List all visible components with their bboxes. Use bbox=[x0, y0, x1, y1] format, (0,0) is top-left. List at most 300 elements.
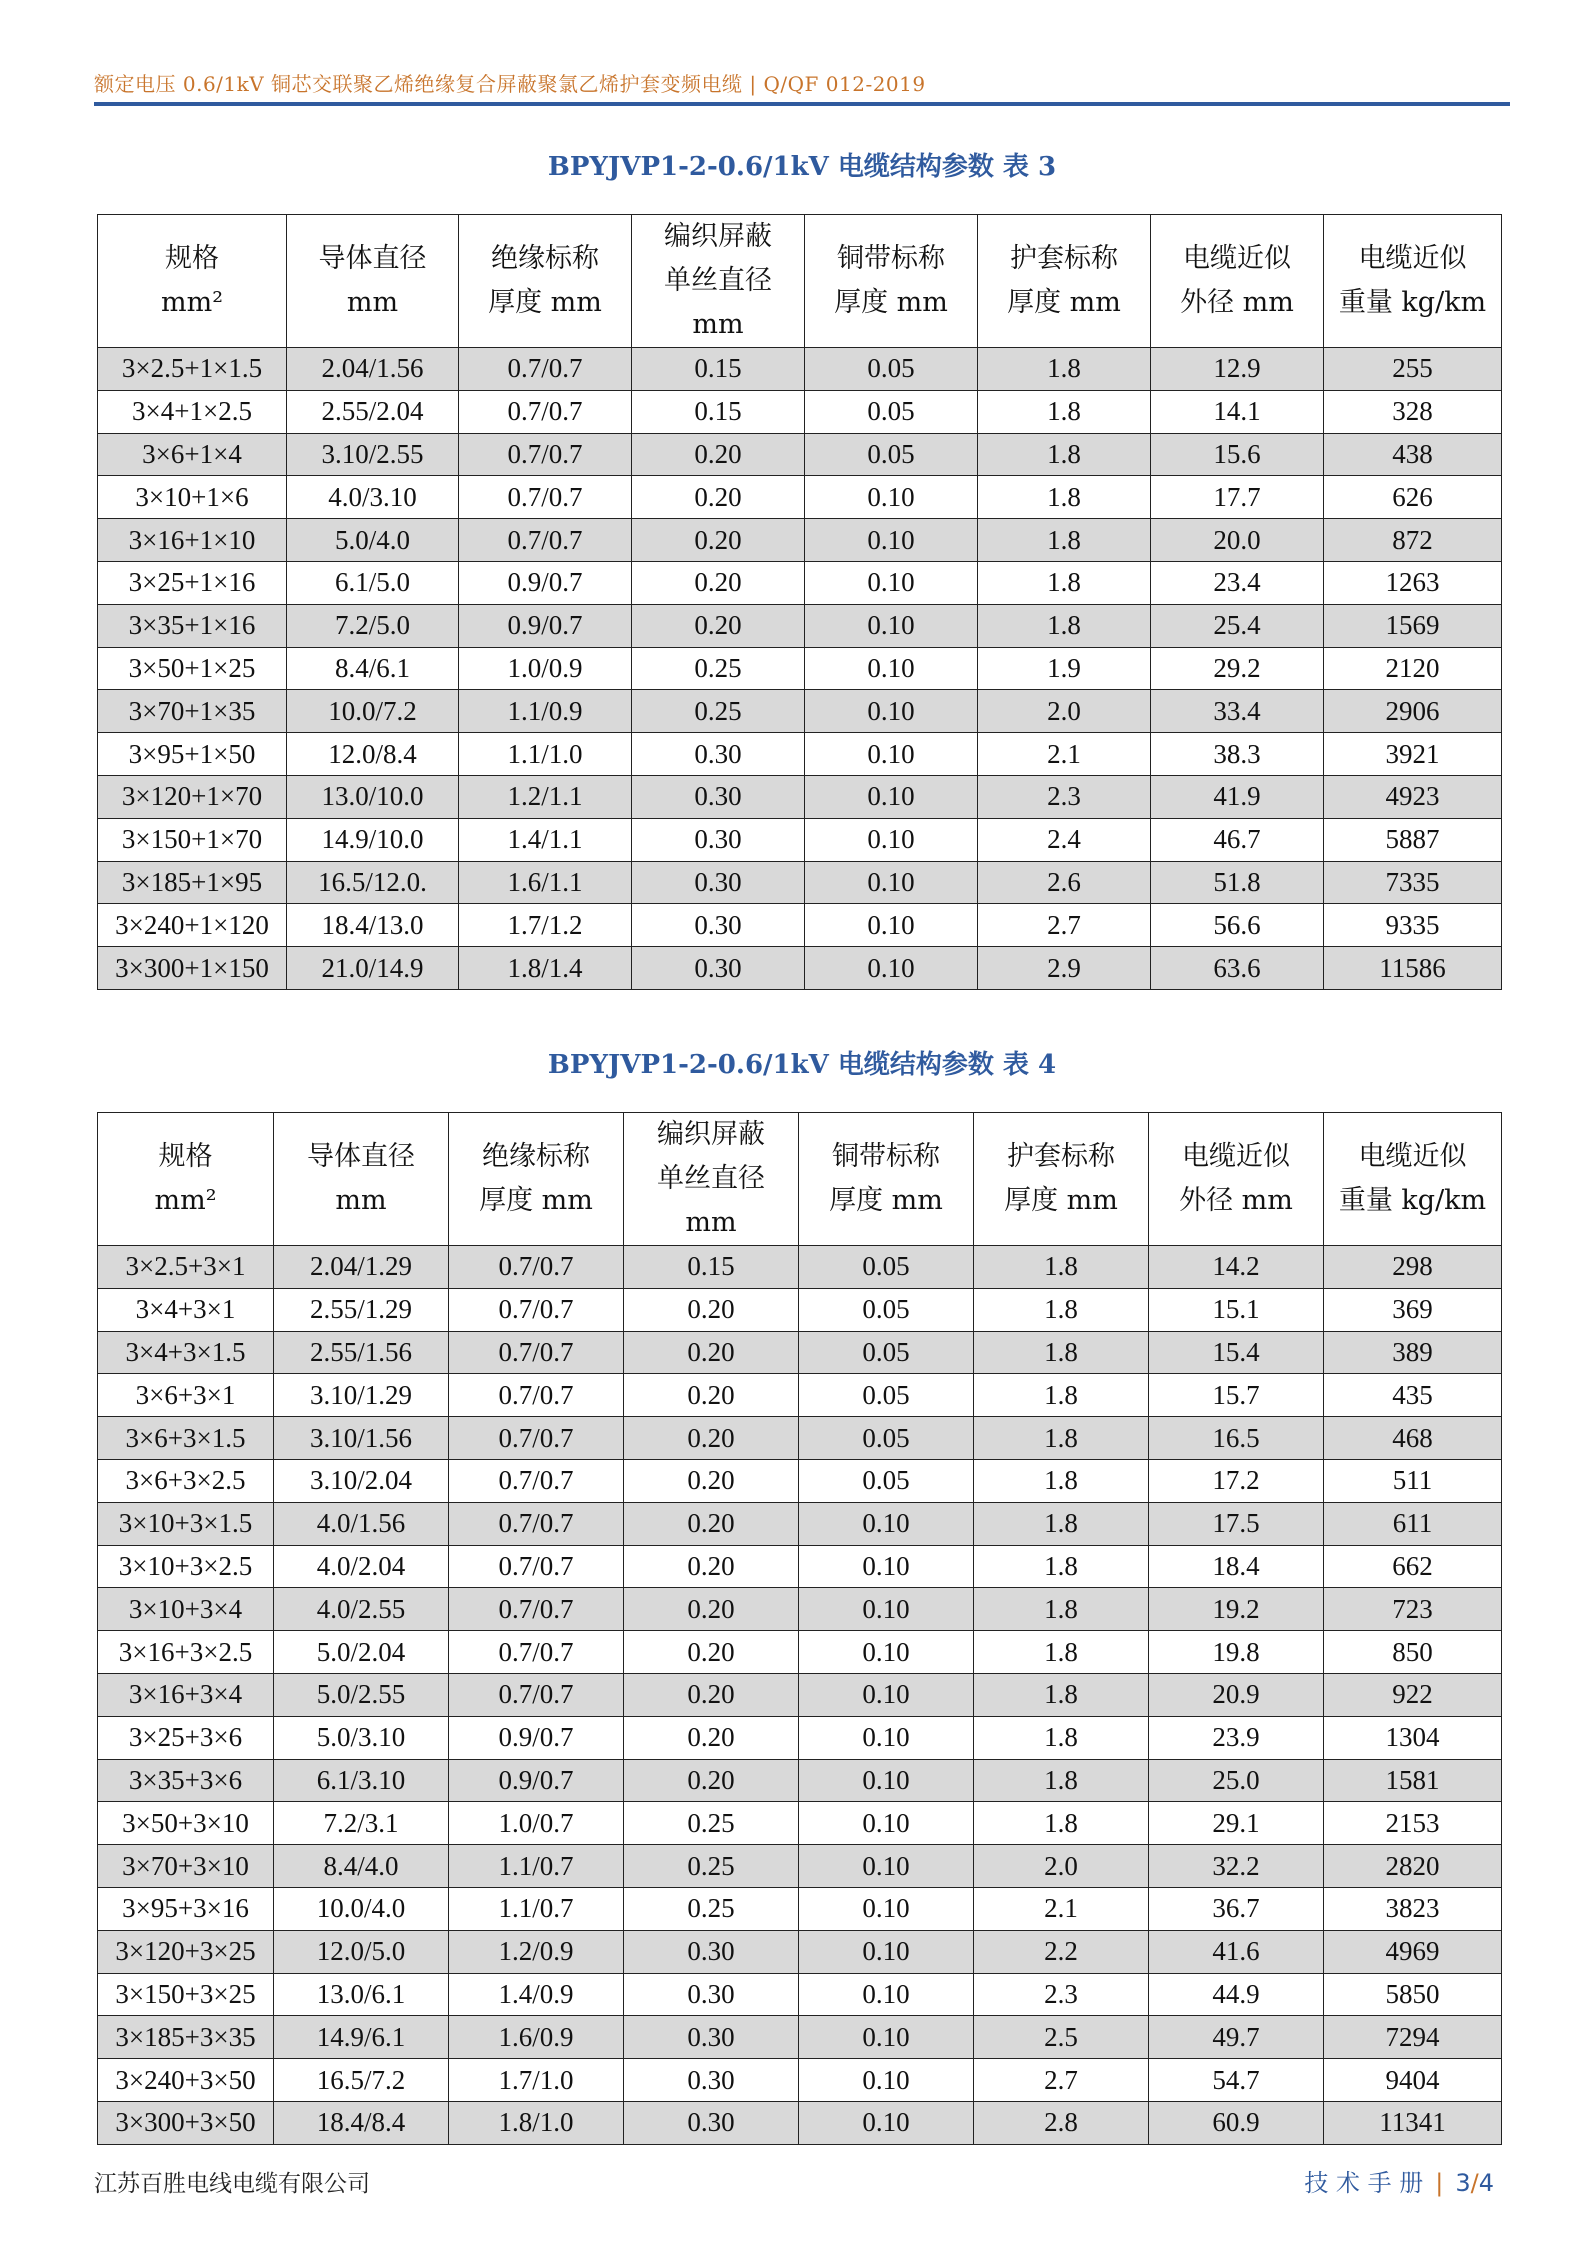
table-row bbox=[98, 861, 1502, 904]
table-row bbox=[98, 775, 1502, 818]
table-row bbox=[98, 1374, 1502, 1417]
table-cell: 1.1/0.7 bbox=[449, 1845, 624, 1888]
table-cell: 1.8 bbox=[978, 433, 1151, 476]
table-cell: 3×4+1×2.5 bbox=[98, 390, 287, 433]
table-row bbox=[98, 690, 1502, 733]
table-cell: 2.55/1.29 bbox=[274, 1288, 449, 1331]
table-cell: 44.9 bbox=[1149, 1973, 1324, 2016]
table-cell: 1.8 bbox=[974, 1374, 1149, 1417]
table-cell: 0.30 bbox=[632, 775, 805, 818]
table-cell: 0.20 bbox=[624, 1759, 799, 1802]
table-row bbox=[98, 1887, 1502, 1930]
table-cell: 0.30 bbox=[632, 904, 805, 947]
column-header-line: 厚度 mm bbox=[1007, 287, 1121, 318]
table-cell: 0.10 bbox=[805, 690, 978, 733]
table-cell: 1.4/0.9 bbox=[449, 1973, 624, 2016]
table-cell: 0.9/0.7 bbox=[449, 1759, 624, 1802]
column-header-line: 护套标称 bbox=[1007, 1141, 1115, 1172]
table-cell: 0.10 bbox=[805, 561, 978, 604]
column-header-line: 绝缘标称 bbox=[482, 1141, 590, 1172]
table-cell: 18.4/13.0 bbox=[287, 904, 459, 947]
table-cell: 33.4 bbox=[1151, 690, 1324, 733]
table-cell: 0.10 bbox=[805, 519, 978, 562]
table-cell: 0.10 bbox=[799, 1930, 974, 1973]
table-cell: 3×16+1×10 bbox=[98, 519, 287, 562]
table-cell: 1.1/0.7 bbox=[449, 1887, 624, 1930]
table-cell: 0.05 bbox=[799, 1246, 974, 1289]
table-cell: 0.10 bbox=[799, 1887, 974, 1930]
table-row bbox=[98, 1545, 1502, 1588]
table-cell: 511 bbox=[1324, 1459, 1502, 1502]
table-cell: 1263 bbox=[1324, 561, 1502, 604]
column-header-line: 导体直径 bbox=[307, 1141, 415, 1172]
table-cell: 10.0/4.0 bbox=[274, 1887, 449, 1930]
table-cell: 12.0/5.0 bbox=[274, 1930, 449, 1973]
table-cell: 11586 bbox=[1324, 947, 1502, 990]
table4-header-row bbox=[98, 1113, 1502, 1246]
table-cell: 2.55/1.56 bbox=[274, 1331, 449, 1374]
table-row bbox=[98, 390, 1502, 433]
table-cell: 4969 bbox=[1324, 1930, 1502, 1973]
table-cell: 3×2.5+3×1 bbox=[98, 1246, 274, 1289]
table-cell: 1.7/1.2 bbox=[459, 904, 632, 947]
table-cell: 8.4/4.0 bbox=[274, 1845, 449, 1888]
table4-header-cell bbox=[799, 1113, 974, 1246]
table-row bbox=[98, 561, 1502, 604]
table-cell: 2.0 bbox=[978, 690, 1151, 733]
table-cell: 3.10/2.04 bbox=[274, 1459, 449, 1502]
table-cell: 3×300+3×50 bbox=[98, 2101, 274, 2144]
table-cell: 0.20 bbox=[624, 1545, 799, 1588]
table-cell: 0.20 bbox=[624, 1459, 799, 1502]
table-cell: 0.05 bbox=[799, 1417, 974, 1460]
table-cell: 0.10 bbox=[805, 647, 978, 690]
table-cell: 3×6+3×1 bbox=[98, 1374, 274, 1417]
table-cell: 0.15 bbox=[632, 348, 805, 391]
table-cell: 1.2/1.1 bbox=[459, 775, 632, 818]
table-cell: 1.1/1.0 bbox=[459, 733, 632, 776]
table-cell: 3×6+3×1.5 bbox=[98, 1417, 274, 1460]
table-cell: 0.10 bbox=[799, 1759, 974, 1802]
column-header-line: 电缆近似 bbox=[1358, 1141, 1467, 1172]
table-cell: 1.8/1.4 bbox=[459, 947, 632, 990]
table-cell: 723 bbox=[1324, 1588, 1502, 1631]
table-cell: 1.8 bbox=[974, 1331, 1149, 1374]
table4-header-cell bbox=[449, 1113, 624, 1246]
table-cell: 0.25 bbox=[632, 647, 805, 690]
table-cell: 1.8 bbox=[974, 1417, 1149, 1460]
table-cell: 18.4/8.4 bbox=[274, 2101, 449, 2144]
table-row bbox=[98, 519, 1502, 562]
table-cell: 3×120+1×70 bbox=[98, 775, 287, 818]
table-cell: 2.4 bbox=[978, 818, 1151, 861]
table-cell: 0.20 bbox=[624, 1502, 799, 1545]
table-cell: 17.5 bbox=[1149, 1502, 1324, 1545]
table-row bbox=[98, 1459, 1502, 1502]
table-row bbox=[98, 1288, 1502, 1331]
table-cell: 13.0/6.1 bbox=[274, 1973, 449, 2016]
table-cell: 1.7/1.0 bbox=[449, 2059, 624, 2102]
table-row bbox=[98, 904, 1502, 947]
table-cell: 328 bbox=[1324, 390, 1502, 433]
table-cell: 4.0/2.55 bbox=[274, 1588, 449, 1631]
table-cell: 2.8 bbox=[974, 2101, 1149, 2144]
table-cell: 1.2/0.9 bbox=[449, 1930, 624, 1973]
table-cell: 2.6 bbox=[978, 861, 1151, 904]
table-row bbox=[98, 1673, 1502, 1716]
table-cell: 0.05 bbox=[805, 348, 978, 391]
table-cell: 2.7 bbox=[974, 2059, 1149, 2102]
table-cell: 2.1 bbox=[978, 733, 1151, 776]
table-cell: 0.7/0.7 bbox=[449, 1246, 624, 1289]
table-cell: 5.0/3.10 bbox=[274, 1716, 449, 1759]
table-cell: 1.8 bbox=[974, 1588, 1149, 1631]
column-header-line: 单丝直径 bbox=[664, 265, 772, 296]
table-row bbox=[98, 1502, 1502, 1545]
table-row bbox=[98, 476, 1502, 519]
column-header-line: 厚度 mm bbox=[479, 1185, 593, 1216]
table-cell: 7294 bbox=[1324, 2016, 1502, 2059]
table3-header-cell bbox=[459, 215, 632, 348]
table-cell: 611 bbox=[1324, 1502, 1502, 1545]
table-cell: 1.8 bbox=[978, 519, 1151, 562]
table-cell: 29.2 bbox=[1151, 647, 1324, 690]
table-cell: 0.05 bbox=[799, 1331, 974, 1374]
table-cell: 29.1 bbox=[1149, 1802, 1324, 1845]
table-cell: 1.8 bbox=[978, 348, 1151, 391]
table-cell: 6.1/3.10 bbox=[274, 1759, 449, 1802]
page-footer bbox=[1304, 2163, 1494, 2198]
table-row bbox=[98, 1930, 1502, 1973]
table-cell: 23.4 bbox=[1151, 561, 1324, 604]
table-cell: 17.7 bbox=[1151, 476, 1324, 519]
table-cell: 1.8 bbox=[974, 1459, 1149, 1502]
table-cell: 3×150+3×25 bbox=[98, 1973, 274, 2016]
table-cell: 2153 bbox=[1324, 1802, 1502, 1845]
table-cell: 1.8 bbox=[974, 1631, 1149, 1674]
table-cell: 15.7 bbox=[1149, 1374, 1324, 1417]
table-cell: 0.05 bbox=[799, 1459, 974, 1502]
table-cell: 0.7/0.7 bbox=[449, 1288, 624, 1331]
table-cell: 2.2 bbox=[974, 1930, 1149, 1973]
column-header-line: 外径 mm bbox=[1180, 287, 1294, 318]
table-row bbox=[98, 1802, 1502, 1845]
table-row bbox=[98, 348, 1502, 391]
header-divider bbox=[94, 102, 1510, 106]
table-row bbox=[98, 2016, 1502, 2059]
table-cell: 15.6 bbox=[1151, 433, 1324, 476]
table3-header-row bbox=[98, 215, 1502, 348]
table-row bbox=[98, 1417, 1502, 1460]
table-cell: 0.10 bbox=[805, 476, 978, 519]
column-header-line: mm² bbox=[154, 1185, 217, 1216]
table3-header-cell bbox=[98, 215, 287, 348]
table-cell: 369 bbox=[1324, 1288, 1502, 1331]
table-cell: 18.4 bbox=[1149, 1545, 1324, 1588]
table-cell: 4.0/3.10 bbox=[287, 476, 459, 519]
table-cell: 0.30 bbox=[632, 861, 805, 904]
table-cell: 1.8 bbox=[974, 1545, 1149, 1588]
table-cell: 2.9 bbox=[978, 947, 1151, 990]
table-row bbox=[98, 604, 1502, 647]
table-cell: 5.0/2.04 bbox=[274, 1631, 449, 1674]
table-cell: 1.8 bbox=[974, 1246, 1149, 1289]
table-cell: 0.05 bbox=[799, 1288, 974, 1331]
column-header-line: 厚度 mm bbox=[829, 1185, 943, 1216]
page-slash: / bbox=[1470, 2169, 1479, 2197]
table-cell: 3×10+3×1.5 bbox=[98, 1502, 274, 1545]
table-cell: 0.20 bbox=[632, 519, 805, 562]
table-cell: 0.10 bbox=[799, 2101, 974, 2144]
table-cell: 0.10 bbox=[805, 733, 978, 776]
table-cell: 41.6 bbox=[1149, 1930, 1324, 1973]
table-cell: 0.10 bbox=[805, 604, 978, 647]
table-cell: 3×6+1×4 bbox=[98, 433, 287, 476]
table-cell: 3×120+3×25 bbox=[98, 1930, 274, 1973]
table-cell: 0.25 bbox=[632, 690, 805, 733]
table-cell: 1.9 bbox=[978, 647, 1151, 690]
table-cell: 255 bbox=[1324, 348, 1502, 391]
table-cell: 9335 bbox=[1324, 904, 1502, 947]
table-cell: 9404 bbox=[1324, 2059, 1502, 2102]
table-cell: 0.10 bbox=[799, 1673, 974, 1716]
table-cell: 0.7/0.7 bbox=[449, 1331, 624, 1374]
table-cell: 2.3 bbox=[978, 775, 1151, 818]
table-cell: 4923 bbox=[1324, 775, 1502, 818]
table-cell: 0.30 bbox=[624, 1973, 799, 2016]
table3 bbox=[97, 214, 1502, 990]
table3-body bbox=[98, 348, 1502, 990]
footer-separator: | bbox=[1435, 2169, 1444, 2197]
table-cell: 3921 bbox=[1324, 733, 1502, 776]
table-cell: 3×95+3×16 bbox=[98, 1887, 274, 1930]
table-cell: 3.10/1.56 bbox=[274, 1417, 449, 1460]
table4-header-cell bbox=[974, 1113, 1149, 1246]
table-cell: 5850 bbox=[1324, 1973, 1502, 2016]
table-cell: 3×35+1×16 bbox=[98, 604, 287, 647]
column-header-line: 厚度 mm bbox=[834, 287, 948, 318]
table-cell: 3×150+1×70 bbox=[98, 818, 287, 861]
column-header-line: mm bbox=[685, 1207, 737, 1238]
table-cell: 1569 bbox=[1324, 604, 1502, 647]
table3-header-cell bbox=[287, 215, 459, 348]
table-cell: 3×300+1×150 bbox=[98, 947, 287, 990]
table-cell: 2.1 bbox=[974, 1887, 1149, 1930]
table-cell: 20.9 bbox=[1149, 1673, 1324, 1716]
table-cell: 12.0/8.4 bbox=[287, 733, 459, 776]
table-cell: 0.20 bbox=[632, 561, 805, 604]
table4-title: BPYJVP1-2-0.6/1kV 电缆结构参数 表 4 bbox=[547, 1050, 1057, 1080]
table-cell: 3×185+3×35 bbox=[98, 2016, 274, 2059]
table-row bbox=[98, 1588, 1502, 1631]
column-header-line: 外径 mm bbox=[1179, 1185, 1293, 1216]
table-cell: 850 bbox=[1324, 1631, 1502, 1674]
column-header-line: 编织屏蔽 bbox=[657, 1119, 765, 1150]
table-cell: 2.0 bbox=[974, 1845, 1149, 1888]
table-cell: 0.30 bbox=[624, 2016, 799, 2059]
table-cell: 1.8 bbox=[974, 1673, 1149, 1716]
table-cell: 2.5 bbox=[974, 2016, 1149, 2059]
column-header-line: 单丝直径 bbox=[657, 1163, 765, 1194]
table-cell: 1.1/0.9 bbox=[459, 690, 632, 733]
table-cell: 0.7/0.7 bbox=[459, 476, 632, 519]
table-row bbox=[98, 1759, 1502, 1802]
table-cell: 7.2/5.0 bbox=[287, 604, 459, 647]
table3-header-cell bbox=[805, 215, 978, 348]
table-row bbox=[98, 1973, 1502, 2016]
page-header-title: 额定电压 0.6/1kV 铜芯交联聚乙烯绝缘复合屏蔽聚氯乙烯护套变频电缆 | Q/QF 012-2019 bbox=[94, 72, 926, 96]
column-header-line: 电缆近似 bbox=[1182, 1141, 1290, 1172]
table-cell: 3×6+3×2.5 bbox=[98, 1459, 274, 1502]
table-cell: 0.15 bbox=[624, 1246, 799, 1289]
table-cell: 15.4 bbox=[1149, 1331, 1324, 1374]
table-row bbox=[98, 1845, 1502, 1888]
table-cell: 1.8 bbox=[978, 604, 1151, 647]
table-cell: 23.9 bbox=[1149, 1716, 1324, 1759]
table-cell: 1.8 bbox=[978, 561, 1151, 604]
table-cell: 16.5/12.0. bbox=[287, 861, 459, 904]
table4-header-cell bbox=[274, 1113, 449, 1246]
company-name: 江苏百胜电线电缆有限公司 bbox=[94, 2171, 370, 2197]
table-cell: 0.20 bbox=[624, 1374, 799, 1417]
column-header-line: 铜带标称 bbox=[837, 243, 945, 274]
table-cell: 0.20 bbox=[624, 1588, 799, 1631]
table-cell: 626 bbox=[1324, 476, 1502, 519]
column-header-line: 电缆近似 bbox=[1183, 243, 1291, 274]
table-cell: 4.0/2.04 bbox=[274, 1545, 449, 1588]
column-header-line: 规格 bbox=[158, 1141, 213, 1172]
table-cell: 3×70+3×10 bbox=[98, 1845, 274, 1888]
table-cell: 1.4/1.1 bbox=[459, 818, 632, 861]
column-header-line: mm bbox=[692, 309, 744, 340]
table-row bbox=[98, 1631, 1502, 1674]
table-cell: 3×240+3×50 bbox=[98, 2059, 274, 2102]
table-cell: 0.05 bbox=[805, 433, 978, 476]
table-cell: 1.8 bbox=[974, 1502, 1149, 1545]
table-cell: 14.1 bbox=[1151, 390, 1324, 433]
table-cell: 872 bbox=[1324, 519, 1502, 562]
table-cell: 0.7/0.7 bbox=[459, 390, 632, 433]
table-cell: 3823 bbox=[1324, 1887, 1502, 1930]
table-cell: 3×10+3×4 bbox=[98, 1588, 274, 1631]
table-cell: 435 bbox=[1324, 1374, 1502, 1417]
table-cell: 20.0 bbox=[1151, 519, 1324, 562]
table-cell: 14.9/6.1 bbox=[274, 2016, 449, 2059]
table-cell: 0.30 bbox=[624, 2059, 799, 2102]
table-cell: 1.6/0.9 bbox=[449, 2016, 624, 2059]
table-cell: 14.9/10.0 bbox=[287, 818, 459, 861]
table-cell: 3.10/1.29 bbox=[274, 1374, 449, 1417]
column-header-line: 导体直径 bbox=[318, 243, 427, 274]
table3-header-cell bbox=[1151, 215, 1324, 348]
table-cell: 32.2 bbox=[1149, 1845, 1324, 1888]
table-cell: 0.7/0.7 bbox=[449, 1374, 624, 1417]
column-header-line: 厚度 mm bbox=[1004, 1185, 1118, 1216]
table-cell: 298 bbox=[1324, 1246, 1502, 1289]
table-cell: 0.20 bbox=[632, 476, 805, 519]
table-row bbox=[98, 1716, 1502, 1759]
page-current: 3 bbox=[1455, 2169, 1471, 2197]
table-cell: 3×4+3×1.5 bbox=[98, 1331, 274, 1374]
table-cell: 0.20 bbox=[624, 1716, 799, 1759]
table-cell: 1.8 bbox=[978, 390, 1151, 433]
table-cell: 54.7 bbox=[1149, 2059, 1324, 2102]
table-cell: 21.0/14.9 bbox=[287, 947, 459, 990]
table-cell: 41.9 bbox=[1151, 775, 1324, 818]
table-cell: 0.30 bbox=[632, 818, 805, 861]
table-cell: 1.8 bbox=[974, 1716, 1149, 1759]
column-header-line: 重量 kg/km bbox=[1338, 1185, 1487, 1216]
table-cell: 0.10 bbox=[805, 947, 978, 990]
table-cell: 10.0/7.2 bbox=[287, 690, 459, 733]
table-cell: 0.15 bbox=[632, 390, 805, 433]
table4-header-cell bbox=[98, 1113, 274, 1246]
table3-header-cell bbox=[632, 215, 805, 348]
table-cell: 1304 bbox=[1324, 1716, 1502, 1759]
table-cell: 3×50+3×10 bbox=[98, 1802, 274, 1845]
table-cell: 3×95+1×50 bbox=[98, 733, 287, 776]
table-row bbox=[98, 433, 1502, 476]
table-cell: 0.25 bbox=[624, 1845, 799, 1888]
table4-header-cell bbox=[1324, 1113, 1502, 1246]
table-cell: 438 bbox=[1324, 433, 1502, 476]
table-cell: 25.0 bbox=[1149, 1759, 1324, 1802]
table-cell: 3×16+3×4 bbox=[98, 1673, 274, 1716]
table-row bbox=[98, 2101, 1502, 2144]
table-cell: 0.10 bbox=[799, 1545, 974, 1588]
table-cell: 0.7/0.7 bbox=[459, 348, 632, 391]
table-row bbox=[98, 647, 1502, 690]
table-cell: 0.20 bbox=[624, 1288, 799, 1331]
table-cell: 13.0/10.0 bbox=[287, 775, 459, 818]
table-cell: 0.9/0.7 bbox=[459, 604, 632, 647]
table-cell: 3×4+3×1 bbox=[98, 1288, 274, 1331]
table-cell: 38.3 bbox=[1151, 733, 1324, 776]
table-cell: 922 bbox=[1324, 1673, 1502, 1716]
table-cell: 3×240+1×120 bbox=[98, 904, 287, 947]
table-cell: 1.8 bbox=[974, 1288, 1149, 1331]
table-cell: 0.10 bbox=[799, 1631, 974, 1674]
column-header-line: mm² bbox=[160, 287, 224, 318]
table-cell: 2.7 bbox=[978, 904, 1151, 947]
manual-label: 技 术 手 册 bbox=[1304, 2169, 1424, 2197]
column-header-line: mm bbox=[346, 287, 399, 318]
table-cell: 0.10 bbox=[799, 1802, 974, 1845]
table-cell: 2906 bbox=[1324, 690, 1502, 733]
table-cell: 16.5 bbox=[1149, 1417, 1324, 1460]
table-cell: 0.30 bbox=[624, 2101, 799, 2144]
table-cell: 2.04/1.29 bbox=[274, 1246, 449, 1289]
table-cell: 0.30 bbox=[624, 1930, 799, 1973]
table-cell: 0.10 bbox=[799, 1973, 974, 2016]
table-cell: 3.10/2.55 bbox=[287, 433, 459, 476]
table-cell: 60.9 bbox=[1149, 2101, 1324, 2144]
table-cell: 0.20 bbox=[624, 1331, 799, 1374]
table-cell: 0.10 bbox=[805, 775, 978, 818]
column-header-line: 厚度 mm bbox=[488, 287, 602, 318]
table-cell: 0.20 bbox=[624, 1673, 799, 1716]
table-cell: 0.20 bbox=[632, 433, 805, 476]
table-cell: 11341 bbox=[1324, 2101, 1502, 2144]
table-cell: 36.7 bbox=[1149, 1887, 1324, 1930]
table4 bbox=[97, 1112, 1502, 2145]
table-cell: 0.05 bbox=[805, 390, 978, 433]
table-cell: 3×16+3×2.5 bbox=[98, 1631, 274, 1674]
table-cell: 6.1/5.0 bbox=[287, 561, 459, 604]
table-cell: 51.8 bbox=[1151, 861, 1324, 904]
column-header-line: 铜带标称 bbox=[832, 1141, 940, 1172]
table-cell: 1.0/0.9 bbox=[459, 647, 632, 690]
